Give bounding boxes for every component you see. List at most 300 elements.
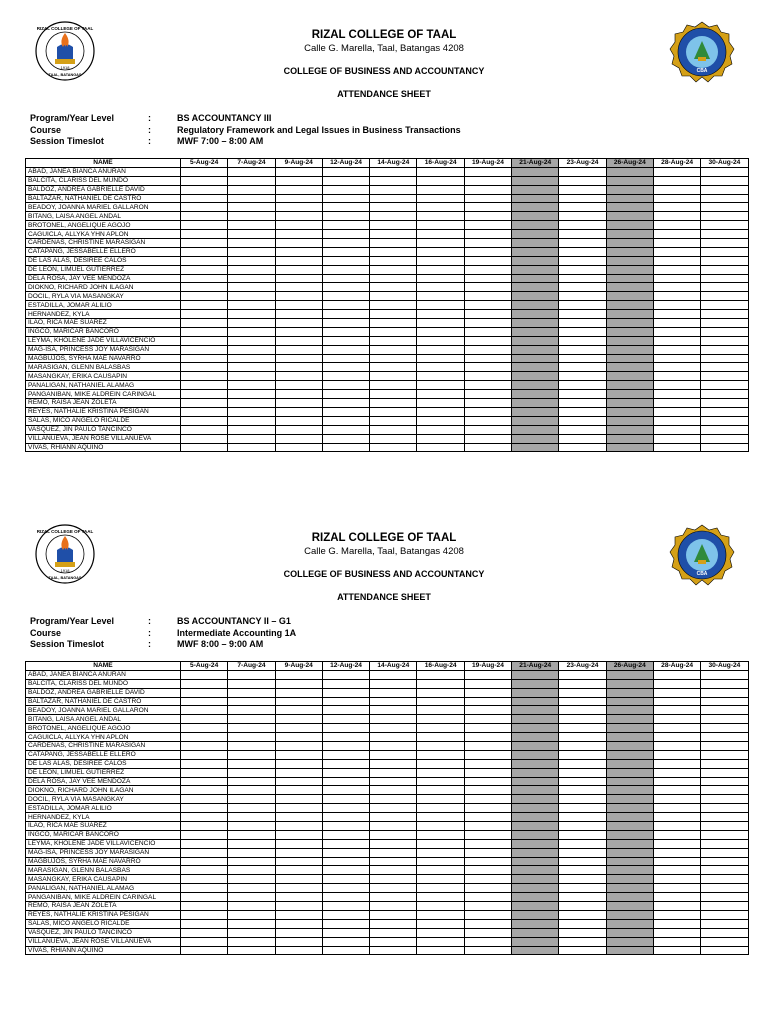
attendance-cell[interactable] [464, 381, 511, 390]
attendance-cell[interactable] [464, 301, 511, 310]
attendance-cell[interactable] [606, 185, 653, 194]
attendance-cell[interactable] [701, 327, 748, 336]
attendance-cell[interactable] [606, 319, 653, 328]
attendance-cell[interactable] [417, 946, 464, 955]
attendance-cell[interactable] [512, 390, 559, 399]
attendance-cell[interactable] [606, 875, 653, 884]
attendance-cell[interactable] [464, 327, 511, 336]
attendance-cell[interactable] [417, 265, 464, 274]
attendance-cell[interactable] [417, 363, 464, 372]
attendance-cell[interactable] [464, 247, 511, 256]
attendance-cell[interactable] [181, 679, 228, 688]
attendance-cell[interactable] [512, 848, 559, 857]
attendance-cell[interactable] [606, 813, 653, 822]
attendance-cell[interactable] [228, 884, 275, 893]
attendance-cell[interactable] [275, 768, 322, 777]
attendance-cell[interactable] [322, 283, 369, 292]
attendance-cell[interactable] [512, 839, 559, 848]
attendance-cell[interactable] [559, 813, 606, 822]
attendance-cell[interactable] [322, 928, 369, 937]
attendance-cell[interactable] [606, 310, 653, 319]
attendance-cell[interactable] [322, 185, 369, 194]
attendance-cell[interactable] [417, 902, 464, 911]
attendance-cell[interactable] [181, 434, 228, 443]
attendance-cell[interactable] [653, 265, 700, 274]
attendance-cell[interactable] [653, 733, 700, 742]
attendance-cell[interactable] [606, 937, 653, 946]
attendance-cell[interactable] [275, 777, 322, 786]
attendance-cell[interactable] [464, 354, 511, 363]
attendance-cell[interactable] [559, 194, 606, 203]
attendance-cell[interactable] [512, 750, 559, 759]
attendance-cell[interactable] [275, 230, 322, 239]
attendance-cell[interactable] [606, 697, 653, 706]
attendance-cell[interactable] [512, 336, 559, 345]
attendance-cell[interactable] [181, 724, 228, 733]
attendance-cell[interactable] [275, 265, 322, 274]
attendance-cell[interactable] [464, 319, 511, 328]
attendance-cell[interactable] [417, 336, 464, 345]
attendance-cell[interactable] [701, 381, 748, 390]
attendance-cell[interactable] [275, 256, 322, 265]
attendance-cell[interactable] [275, 946, 322, 955]
attendance-cell[interactable] [559, 679, 606, 688]
attendance-cell[interactable] [701, 724, 748, 733]
attendance-cell[interactable] [228, 345, 275, 354]
attendance-cell[interactable] [653, 425, 700, 434]
attendance-cell[interactable] [464, 759, 511, 768]
attendance-cell[interactable] [653, 443, 700, 452]
attendance-cell[interactable] [181, 786, 228, 795]
attendance-cell[interactable] [228, 247, 275, 256]
attendance-cell[interactable] [559, 706, 606, 715]
attendance-cell[interactable] [653, 759, 700, 768]
attendance-cell[interactable] [512, 221, 559, 230]
attendance-cell[interactable] [370, 283, 417, 292]
attendance-cell[interactable] [701, 866, 748, 875]
attendance-cell[interactable] [370, 292, 417, 301]
attendance-cell[interactable] [370, 354, 417, 363]
attendance-cell[interactable] [275, 724, 322, 733]
attendance-cell[interactable] [322, 363, 369, 372]
attendance-cell[interactable] [181, 830, 228, 839]
attendance-cell[interactable] [464, 390, 511, 399]
attendance-cell[interactable] [228, 336, 275, 345]
attendance-cell[interactable] [322, 902, 369, 911]
attendance-cell[interactable] [181, 301, 228, 310]
attendance-cell[interactable] [606, 381, 653, 390]
attendance-cell[interactable] [370, 310, 417, 319]
attendance-cell[interactable] [512, 919, 559, 928]
attendance-cell[interactable] [275, 715, 322, 724]
attendance-cell[interactable] [322, 706, 369, 715]
attendance-cell[interactable] [181, 345, 228, 354]
attendance-cell[interactable] [417, 724, 464, 733]
attendance-cell[interactable] [370, 688, 417, 697]
attendance-cell[interactable] [559, 830, 606, 839]
attendance-cell[interactable] [512, 759, 559, 768]
attendance-cell[interactable] [275, 804, 322, 813]
attendance-cell[interactable] [512, 813, 559, 822]
attendance-cell[interactable] [606, 167, 653, 176]
attendance-cell[interactable] [181, 893, 228, 902]
attendance-cell[interactable] [653, 715, 700, 724]
attendance-cell[interactable] [275, 759, 322, 768]
attendance-cell[interactable] [701, 759, 748, 768]
attendance-cell[interactable] [606, 822, 653, 831]
attendance-cell[interactable] [512, 283, 559, 292]
attendance-cell[interactable] [653, 768, 700, 777]
attendance-cell[interactable] [464, 777, 511, 786]
attendance-cell[interactable] [512, 425, 559, 434]
attendance-cell[interactable] [512, 230, 559, 239]
attendance-cell[interactable] [653, 848, 700, 857]
attendance-cell[interactable] [653, 884, 700, 893]
attendance-cell[interactable] [181, 706, 228, 715]
attendance-cell[interactable] [181, 221, 228, 230]
attendance-cell[interactable] [275, 327, 322, 336]
attendance-cell[interactable] [228, 742, 275, 751]
attendance-cell[interactable] [464, 239, 511, 248]
attendance-cell[interactable] [417, 221, 464, 230]
attendance-cell[interactable] [653, 230, 700, 239]
attendance-cell[interactable] [464, 946, 511, 955]
attendance-cell[interactable] [417, 715, 464, 724]
attendance-cell[interactable] [464, 857, 511, 866]
attendance-cell[interactable] [181, 354, 228, 363]
attendance-cell[interactable] [322, 399, 369, 408]
attendance-cell[interactable] [181, 167, 228, 176]
attendance-cell[interactable] [275, 910, 322, 919]
attendance-cell[interactable] [512, 381, 559, 390]
attendance-cell[interactable] [228, 407, 275, 416]
attendance-cell[interactable] [275, 336, 322, 345]
attendance-cell[interactable] [701, 390, 748, 399]
attendance-cell[interactable] [322, 434, 369, 443]
attendance-cell[interactable] [417, 345, 464, 354]
attendance-cell[interactable] [653, 724, 700, 733]
attendance-cell[interactable] [701, 822, 748, 831]
attendance-cell[interactable] [653, 336, 700, 345]
attendance-cell[interactable] [464, 688, 511, 697]
attendance-cell[interactable] [559, 176, 606, 185]
attendance-cell[interactable] [228, 697, 275, 706]
attendance-cell[interactable] [181, 822, 228, 831]
attendance-cell[interactable] [559, 733, 606, 742]
attendance-cell[interactable] [606, 390, 653, 399]
attendance-cell[interactable] [512, 265, 559, 274]
attendance-cell[interactable] [322, 443, 369, 452]
attendance-cell[interactable] [181, 804, 228, 813]
attendance-cell[interactable] [417, 688, 464, 697]
attendance-cell[interactable] [606, 301, 653, 310]
attendance-cell[interactable] [701, 301, 748, 310]
attendance-cell[interactable] [275, 247, 322, 256]
attendance-cell[interactable] [512, 679, 559, 688]
attendance-cell[interactable] [228, 804, 275, 813]
attendance-cell[interactable] [653, 795, 700, 804]
attendance-cell[interactable] [370, 822, 417, 831]
attendance-cell[interactable] [275, 919, 322, 928]
attendance-cell[interactable] [653, 274, 700, 283]
attendance-cell[interactable] [559, 857, 606, 866]
attendance-cell[interactable] [653, 937, 700, 946]
attendance-cell[interactable] [181, 407, 228, 416]
attendance-cell[interactable] [228, 910, 275, 919]
attendance-cell[interactable] [322, 919, 369, 928]
attendance-cell[interactable] [417, 893, 464, 902]
attendance-cell[interactable] [464, 839, 511, 848]
attendance-cell[interactable] [181, 813, 228, 822]
attendance-cell[interactable] [275, 733, 322, 742]
attendance-cell[interactable] [417, 434, 464, 443]
attendance-cell[interactable] [370, 212, 417, 221]
attendance-cell[interactable] [322, 768, 369, 777]
attendance-cell[interactable] [512, 910, 559, 919]
attendance-cell[interactable] [606, 327, 653, 336]
attendance-cell[interactable] [606, 230, 653, 239]
attendance-cell[interactable] [181, 194, 228, 203]
attendance-cell[interactable] [181, 372, 228, 381]
attendance-cell[interactable] [701, 247, 748, 256]
attendance-cell[interactable] [228, 946, 275, 955]
attendance-cell[interactable] [370, 804, 417, 813]
attendance-cell[interactable] [322, 724, 369, 733]
attendance-cell[interactable] [275, 372, 322, 381]
attendance-cell[interactable] [181, 946, 228, 955]
attendance-cell[interactable] [559, 443, 606, 452]
attendance-cell[interactable] [701, 884, 748, 893]
attendance-cell[interactable] [275, 839, 322, 848]
attendance-cell[interactable] [181, 399, 228, 408]
attendance-cell[interactable] [275, 176, 322, 185]
attendance-cell[interactable] [653, 310, 700, 319]
attendance-cell[interactable] [653, 239, 700, 248]
attendance-cell[interactable] [275, 185, 322, 194]
attendance-cell[interactable] [606, 768, 653, 777]
attendance-cell[interactable] [606, 688, 653, 697]
attendance-cell[interactable] [322, 194, 369, 203]
attendance-cell[interactable] [417, 167, 464, 176]
attendance-cell[interactable] [701, 706, 748, 715]
attendance-cell[interactable] [464, 230, 511, 239]
attendance-cell[interactable] [322, 310, 369, 319]
attendance-cell[interactable] [512, 697, 559, 706]
attendance-cell[interactable] [606, 416, 653, 425]
attendance-cell[interactable] [322, 839, 369, 848]
attendance-cell[interactable] [228, 434, 275, 443]
attendance-cell[interactable] [275, 795, 322, 804]
attendance-cell[interactable] [701, 416, 748, 425]
attendance-cell[interactable] [512, 407, 559, 416]
attendance-cell[interactable] [322, 345, 369, 354]
attendance-cell[interactable] [653, 372, 700, 381]
attendance-cell[interactable] [417, 768, 464, 777]
attendance-cell[interactable] [464, 706, 511, 715]
attendance-cell[interactable] [228, 724, 275, 733]
attendance-cell[interactable] [512, 804, 559, 813]
attendance-cell[interactable] [653, 822, 700, 831]
attendance-cell[interactable] [228, 768, 275, 777]
attendance-cell[interactable] [701, 239, 748, 248]
attendance-cell[interactable] [228, 212, 275, 221]
attendance-cell[interactable] [370, 848, 417, 857]
attendance-cell[interactable] [464, 679, 511, 688]
attendance-cell[interactable] [417, 813, 464, 822]
attendance-cell[interactable] [606, 715, 653, 724]
attendance-cell[interactable] [181, 928, 228, 937]
attendance-cell[interactable] [606, 724, 653, 733]
attendance-cell[interactable] [181, 256, 228, 265]
attendance-cell[interactable] [322, 167, 369, 176]
attendance-cell[interactable] [701, 839, 748, 848]
attendance-cell[interactable] [417, 733, 464, 742]
attendance-cell[interactable] [417, 176, 464, 185]
attendance-cell[interactable] [559, 247, 606, 256]
attendance-cell[interactable] [228, 390, 275, 399]
attendance-cell[interactable] [653, 327, 700, 336]
attendance-cell[interactable] [275, 221, 322, 230]
attendance-cell[interactable] [512, 742, 559, 751]
attendance-cell[interactable] [417, 937, 464, 946]
attendance-cell[interactable] [606, 777, 653, 786]
attendance-cell[interactable] [181, 884, 228, 893]
attendance-cell[interactable] [512, 866, 559, 875]
attendance-cell[interactable] [653, 256, 700, 265]
attendance-cell[interactable] [322, 946, 369, 955]
attendance-cell[interactable] [606, 434, 653, 443]
attendance-cell[interactable] [701, 310, 748, 319]
attendance-cell[interactable] [417, 443, 464, 452]
attendance-cell[interactable] [606, 354, 653, 363]
attendance-cell[interactable] [464, 194, 511, 203]
attendance-cell[interactable] [464, 434, 511, 443]
attendance-cell[interactable] [228, 875, 275, 884]
attendance-cell[interactable] [559, 822, 606, 831]
attendance-cell[interactable] [417, 759, 464, 768]
attendance-cell[interactable] [370, 247, 417, 256]
attendance-cell[interactable] [322, 176, 369, 185]
attendance-cell[interactable] [228, 292, 275, 301]
attendance-cell[interactable] [559, 946, 606, 955]
attendance-cell[interactable] [653, 946, 700, 955]
attendance-cell[interactable] [228, 372, 275, 381]
attendance-cell[interactable] [512, 768, 559, 777]
attendance-cell[interactable] [417, 884, 464, 893]
attendance-cell[interactable] [512, 830, 559, 839]
attendance-cell[interactable] [275, 292, 322, 301]
attendance-cell[interactable] [417, 390, 464, 399]
attendance-cell[interactable] [653, 185, 700, 194]
attendance-cell[interactable] [606, 372, 653, 381]
attendance-cell[interactable] [228, 185, 275, 194]
attendance-cell[interactable] [559, 434, 606, 443]
attendance-cell[interactable] [228, 301, 275, 310]
attendance-cell[interactable] [322, 777, 369, 786]
attendance-cell[interactable] [370, 203, 417, 212]
attendance-cell[interactable] [370, 230, 417, 239]
attendance-cell[interactable] [701, 212, 748, 221]
attendance-cell[interactable] [559, 875, 606, 884]
attendance-cell[interactable] [464, 830, 511, 839]
attendance-cell[interactable] [370, 327, 417, 336]
attendance-cell[interactable] [512, 363, 559, 372]
attendance-cell[interactable] [464, 345, 511, 354]
attendance-cell[interactable] [701, 354, 748, 363]
attendance-cell[interactable] [701, 928, 748, 937]
attendance-cell[interactable] [417, 319, 464, 328]
attendance-cell[interactable] [464, 443, 511, 452]
attendance-cell[interactable] [701, 804, 748, 813]
attendance-cell[interactable] [464, 310, 511, 319]
attendance-cell[interactable] [512, 167, 559, 176]
attendance-cell[interactable] [322, 319, 369, 328]
attendance-cell[interactable] [181, 742, 228, 751]
attendance-cell[interactable] [181, 203, 228, 212]
attendance-cell[interactable] [370, 946, 417, 955]
attendance-cell[interactable] [228, 265, 275, 274]
attendance-cell[interactable] [559, 407, 606, 416]
attendance-cell[interactable] [228, 902, 275, 911]
attendance-cell[interactable] [653, 399, 700, 408]
attendance-cell[interactable] [417, 381, 464, 390]
attendance-cell[interactable] [512, 203, 559, 212]
attendance-cell[interactable] [606, 919, 653, 928]
attendance-cell[interactable] [559, 292, 606, 301]
attendance-cell[interactable] [370, 884, 417, 893]
attendance-cell[interactable] [181, 425, 228, 434]
attendance-cell[interactable] [606, 742, 653, 751]
attendance-cell[interactable] [181, 292, 228, 301]
attendance-cell[interactable] [370, 363, 417, 372]
attendance-cell[interactable] [559, 893, 606, 902]
attendance-cell[interactable] [512, 670, 559, 679]
attendance-cell[interactable] [181, 327, 228, 336]
attendance-cell[interactable] [464, 822, 511, 831]
attendance-cell[interactable] [275, 679, 322, 688]
attendance-cell[interactable] [322, 804, 369, 813]
attendance-cell[interactable] [559, 399, 606, 408]
attendance-cell[interactable] [417, 203, 464, 212]
attendance-cell[interactable] [275, 301, 322, 310]
attendance-cell[interactable] [275, 416, 322, 425]
attendance-cell[interactable] [606, 336, 653, 345]
attendance-cell[interactable] [181, 381, 228, 390]
attendance-cell[interactable] [370, 893, 417, 902]
attendance-cell[interactable] [322, 425, 369, 434]
attendance-cell[interactable] [559, 750, 606, 759]
attendance-cell[interactable] [606, 830, 653, 839]
attendance-cell[interactable] [275, 857, 322, 866]
attendance-cell[interactable] [228, 256, 275, 265]
attendance-cell[interactable] [181, 848, 228, 857]
attendance-cell[interactable] [275, 813, 322, 822]
attendance-cell[interactable] [606, 706, 653, 715]
attendance-cell[interactable] [701, 372, 748, 381]
attendance-cell[interactable] [606, 176, 653, 185]
attendance-cell[interactable] [181, 274, 228, 283]
attendance-cell[interactable] [370, 839, 417, 848]
attendance-cell[interactable] [417, 795, 464, 804]
attendance-cell[interactable] [559, 363, 606, 372]
attendance-cell[interactable] [559, 354, 606, 363]
attendance-cell[interactable] [701, 363, 748, 372]
attendance-cell[interactable] [512, 176, 559, 185]
attendance-cell[interactable] [417, 910, 464, 919]
attendance-cell[interactable] [275, 786, 322, 795]
attendance-cell[interactable] [606, 265, 653, 274]
attendance-cell[interactable] [181, 443, 228, 452]
